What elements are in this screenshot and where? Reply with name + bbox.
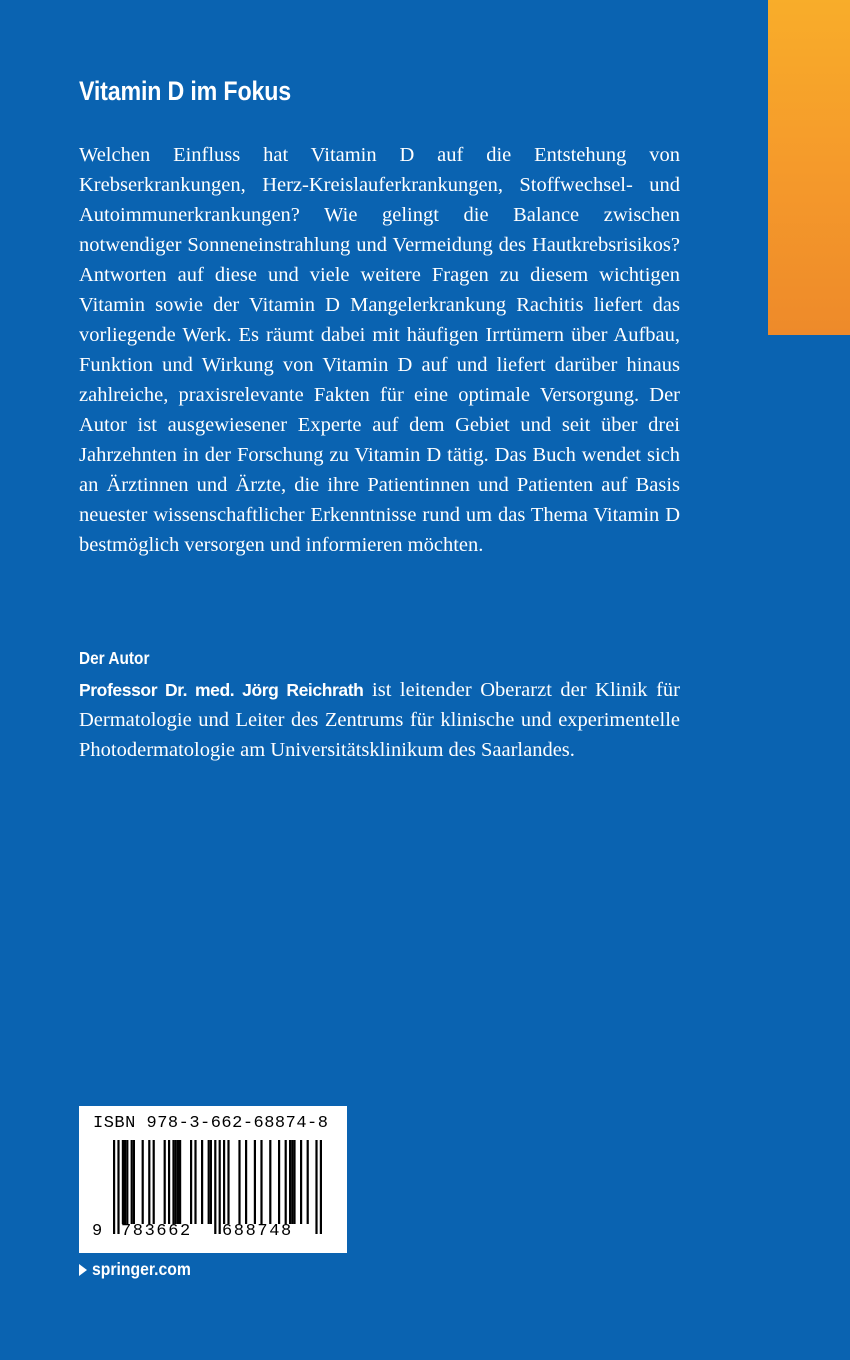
barcode-bar — [131, 1140, 133, 1224]
isbn-label: ISBN 978-3-662-68874-8 — [93, 1114, 329, 1133]
barcode-digits-left: 783662 — [121, 1222, 192, 1241]
barcode-bar — [315, 1140, 317, 1234]
barcode-bar — [293, 1140, 295, 1224]
barcode-bar — [291, 1140, 293, 1224]
barcode-bar — [254, 1140, 256, 1224]
barcode-bar — [289, 1140, 291, 1224]
book-title: Vitamin D im Fokus — [79, 76, 291, 106]
barcode-bar — [260, 1140, 262, 1224]
barcode-digit-first: 9 — [92, 1222, 103, 1241]
barcode-bar — [177, 1140, 179, 1224]
publisher-link[interactable] — [79, 1259, 202, 1280]
barcode-bar — [227, 1140, 229, 1224]
barcode-bar — [269, 1140, 271, 1224]
barcode-bar — [124, 1140, 126, 1224]
barcode-bar — [168, 1140, 170, 1224]
barcode-digits-right: 688748 — [222, 1222, 293, 1241]
barcode-bar — [164, 1140, 166, 1224]
isbn-barcode — [79, 1106, 347, 1253]
barcode-bar — [153, 1140, 155, 1224]
barcode-bars — [79, 1106, 347, 1253]
barcode-bar — [201, 1140, 203, 1224]
barcode-bar — [278, 1140, 280, 1224]
author-bio — [79, 675, 680, 765]
barcode-bar — [214, 1140, 216, 1234]
barcode-bar — [172, 1140, 174, 1224]
publisher-link-text[interactable]: springer.com — [92, 1259, 191, 1279]
barcode-bar — [223, 1140, 225, 1224]
barcode-bar — [113, 1140, 115, 1234]
book-description: Welchen Einfluss hat Vitamin D auf die Entstehung von Krebserkrankungen, Herz-Kreislauferkrankungen, Stoffwechsel- und Autoimmunerkrankungen? Wie gelingt die Balance zwischen notwendiger Sonneneinstrahlung und Vermeidung des Hautkrebsrisikos? Antworten auf diese und viele weitere Fragen zu diesem wichtigen Vitamin sowie der Vitamin D Mangelerkrankung Rachitis liefert das vorliegende Werk. Es räumt dabei mit häufigen Irrtümern über Aufbau, Funktion und Wirkung von Vitamin D auf und liefert darüber hinaus zahlreiche, praxisrelevante Fakten für eine optimale Versorgung. Der Autor ist ausgewiesener Experte auf dem Gebiet und seit über drei Jahrzehnten in der Forschung zu Vitamin D tätig. Das Buch wendet sich an Ärztinnen und Ärzte, die ihre Patientinnen und Patienten auf Basis neuester wissenschaftlicher Erkenntnisse rund um das Thema Vitamin D bestmöglich versorgen und informieren möchten. — [79, 144, 680, 556]
barcode-bar — [117, 1140, 119, 1234]
barcode-bar — [148, 1140, 150, 1224]
orange-accent-bar — [768, 0, 850, 335]
arrow-right-icon — [79, 1264, 87, 1276]
barcode-bar — [122, 1140, 124, 1224]
barcode-bar — [320, 1140, 322, 1234]
barcode-bar — [245, 1140, 247, 1224]
author-name: Professor Dr. med. Jörg Reichrath — [79, 680, 364, 700]
barcode-bar — [300, 1140, 302, 1224]
barcode-bar — [285, 1140, 287, 1224]
barcode-bar — [175, 1140, 177, 1224]
barcode-bar — [126, 1140, 128, 1224]
barcode-bar — [133, 1140, 135, 1224]
author-heading: Der Autor — [79, 648, 150, 668]
barcode-bar — [208, 1140, 210, 1224]
barcode-bar — [219, 1140, 221, 1234]
barcode-bar — [238, 1140, 240, 1224]
barcode-bar — [194, 1140, 196, 1224]
barcode-bar — [190, 1140, 192, 1224]
barcode-bar — [210, 1140, 212, 1224]
barcode-bar — [179, 1140, 181, 1224]
barcode-bar — [142, 1140, 144, 1224]
barcode-bar — [307, 1140, 309, 1224]
author-bio-text: ist leitender Oberarzt der Klinik für Dermatologie und Leiter des Zentrums für klinische und experimentelle Photodermatologie am Universitätsklinikum des Saarlandes. — [79, 679, 680, 761]
